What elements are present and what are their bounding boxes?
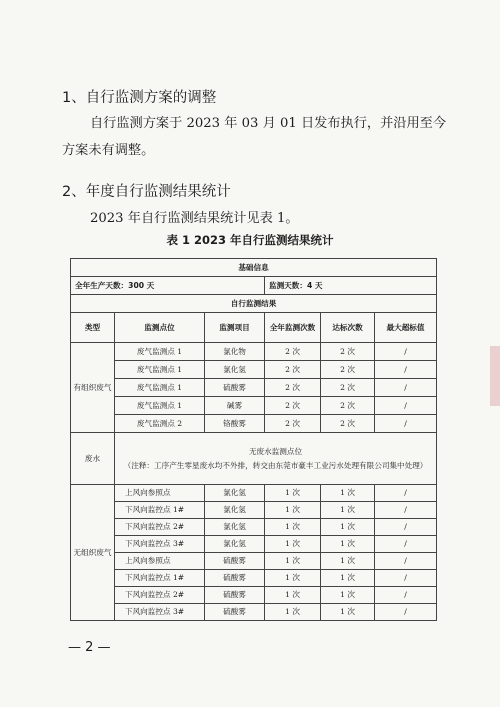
table-cell: 1 次 bbox=[265, 536, 321, 553]
table-cell: 1 次 bbox=[265, 519, 321, 536]
table-cell: 1 次 bbox=[321, 587, 375, 604]
table-caption: 表 1 2023 年自行监测结果统计 bbox=[166, 233, 334, 247]
table-cell: 氯化氢 bbox=[205, 536, 265, 553]
table-cell: / bbox=[375, 502, 437, 519]
table-cell: 2 次 bbox=[321, 415, 375, 433]
table-cell: 硫酸雾 bbox=[205, 570, 265, 587]
table-cell: 2 次 bbox=[265, 397, 321, 415]
table-cell: 1 次 bbox=[265, 553, 321, 570]
table-cell: 1 次 bbox=[321, 519, 375, 536]
header-item: 监测项目 bbox=[205, 313, 265, 343]
table-cell: 氯化氢 bbox=[205, 502, 265, 519]
monitoring-days: 监测天数：4 天 bbox=[265, 277, 437, 295]
table-cell: 1 次 bbox=[321, 553, 375, 570]
table-cell: / bbox=[375, 587, 437, 604]
table-cell: 下风向监控点 3# bbox=[115, 536, 205, 553]
table-cell: 1 次 bbox=[265, 604, 321, 621]
table-cell: / bbox=[375, 604, 437, 621]
table-cell: 硫酸雾 bbox=[205, 587, 265, 604]
seal-stamp-edge bbox=[490, 346, 500, 406]
results-header: 自行监测结果 bbox=[71, 295, 437, 313]
table-cell: 2 次 bbox=[265, 343, 321, 361]
header-annual-count: 全年监测次数 bbox=[265, 313, 321, 343]
table-cell: 2 次 bbox=[321, 361, 375, 379]
table-cell: 废气监测点 2 bbox=[115, 415, 205, 433]
wastewater-note bbox=[115, 433, 437, 485]
table-cell: 氯化氢 bbox=[205, 361, 265, 379]
table-cell: 上风向参照点 bbox=[115, 485, 205, 502]
section-1-body: 自行监测方案于 2023 年 03 月 01 日发布执行，并沿用至今方案未有调整。 bbox=[62, 116, 447, 158]
table-cell: 碱雾 bbox=[205, 397, 265, 415]
table-cell: 下风向监控点 2# bbox=[115, 587, 205, 604]
basic-info-header: 基础信息 bbox=[71, 259, 437, 277]
table-cell: / bbox=[375, 415, 437, 433]
type-wastewater: 废水 bbox=[71, 433, 115, 485]
table-cell: 1 次 bbox=[321, 502, 375, 519]
wastewater-note-detail: （注释：工序产生零星废水均不外排，转交由东莞市豪丰工业污水处理有限公司集中处理） bbox=[123, 460, 428, 470]
table-cell: 1 次 bbox=[265, 485, 321, 502]
table-cell: 1 次 bbox=[265, 587, 321, 604]
table-cell: 2 次 bbox=[265, 415, 321, 433]
table-cell: / bbox=[375, 343, 437, 361]
table-cell: 下风向监控点 1# bbox=[115, 502, 205, 519]
table-cell: 废气监测点 1 bbox=[115, 343, 205, 361]
table-cell: 铬酸雾 bbox=[205, 415, 265, 433]
table-cell: / bbox=[375, 485, 437, 502]
header-type: 类型 bbox=[71, 313, 115, 343]
table-cell: 下风向监控点 3# bbox=[115, 604, 205, 621]
table-cell: 2 次 bbox=[321, 397, 375, 415]
table-cell: / bbox=[375, 397, 437, 415]
section-2-heading: 2、年度自行监测结果统计 bbox=[62, 184, 231, 200]
table-cell: / bbox=[375, 536, 437, 553]
wastewater-note-title: 无废水监测点位 bbox=[248, 447, 303, 457]
monitoring-results-table bbox=[70, 258, 437, 621]
section-2-body: 2023 年自行监测结果统计见表 1。 bbox=[90, 211, 299, 226]
table-cell: 下风向监控点 1# bbox=[115, 570, 205, 587]
table-cell: 1 次 bbox=[321, 485, 375, 502]
table-cell: 1 次 bbox=[265, 502, 321, 519]
table-cell: 2 次 bbox=[265, 379, 321, 397]
page-number: — 2 — bbox=[68, 640, 111, 655]
table-cell: 硫酸雾 bbox=[205, 379, 265, 397]
type-unorganized: 无组织废气 bbox=[71, 485, 115, 621]
table-cell: 废气监测点 1 bbox=[115, 361, 205, 379]
table-cell: 硫酸雾 bbox=[205, 553, 265, 570]
table-cell: / bbox=[375, 570, 437, 587]
type-organized: 有组织废气 bbox=[71, 343, 115, 433]
table-cell: 1 次 bbox=[321, 604, 375, 621]
table-cell: 上风向参照点 bbox=[115, 553, 205, 570]
table-cell: 1 次 bbox=[321, 570, 375, 587]
table-cell: 2 次 bbox=[321, 379, 375, 397]
table-cell: 2 次 bbox=[265, 361, 321, 379]
header-max-exceed: 最大超标值 bbox=[375, 313, 437, 343]
table-cell: / bbox=[375, 379, 437, 397]
table-cell: 1 次 bbox=[321, 536, 375, 553]
header-compliance-count: 达标次数 bbox=[321, 313, 375, 343]
table-cell: 硫酸雾 bbox=[205, 604, 265, 621]
header-point: 监测点位 bbox=[115, 313, 205, 343]
table-cell: 2 次 bbox=[321, 343, 375, 361]
table-cell: 废气监测点 1 bbox=[115, 397, 205, 415]
table-cell: / bbox=[375, 519, 437, 536]
table-cell: 1 次 bbox=[265, 570, 321, 587]
table-cell: 氯化氢 bbox=[205, 485, 265, 502]
table-cell: / bbox=[375, 553, 437, 570]
table-cell: 氯化物 bbox=[205, 343, 265, 361]
table-cell: / bbox=[375, 361, 437, 379]
table-cell: 氯化氢 bbox=[205, 519, 265, 536]
production-days: 全年生产天数：300 天 bbox=[71, 277, 265, 295]
table-cell: 废气监测点 1 bbox=[115, 379, 205, 397]
section-1-heading: 1、自行监测方案的调整 bbox=[62, 90, 217, 106]
table-cell: 下风向监控点 2# bbox=[115, 519, 205, 536]
